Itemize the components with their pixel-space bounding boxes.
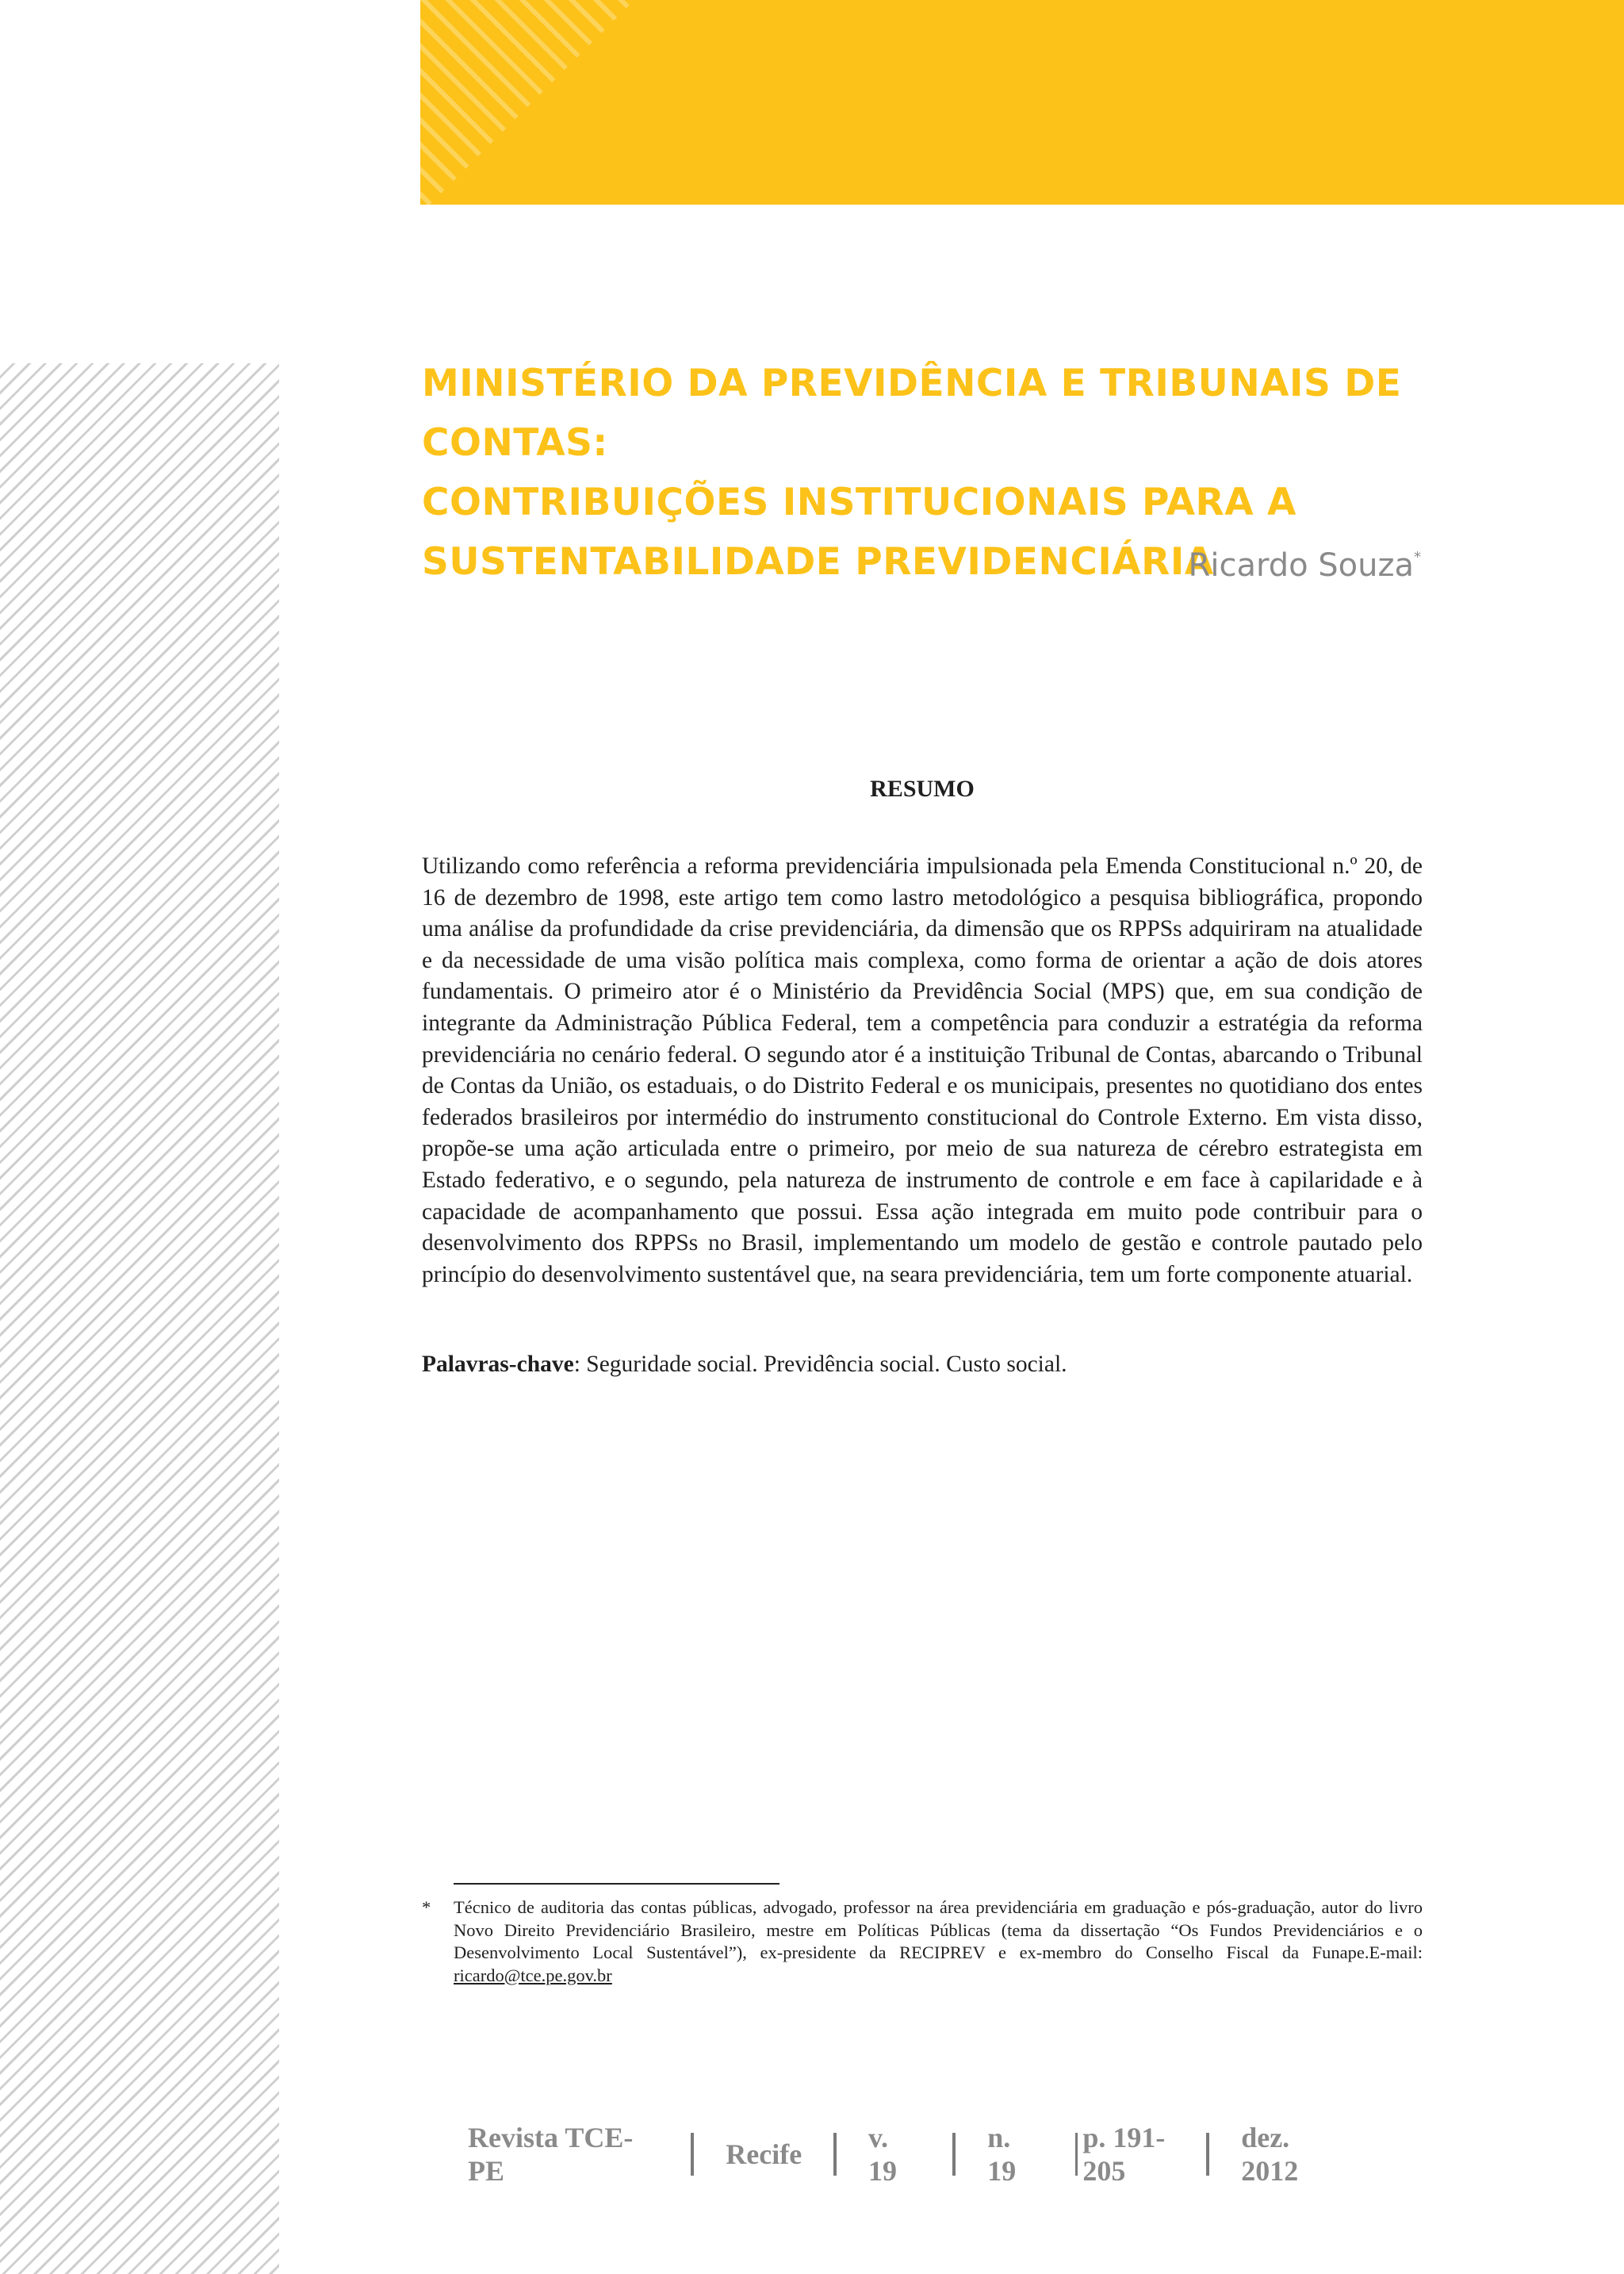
keywords-separator: : (573, 1352, 580, 1377)
footnote-divider (454, 1883, 779, 1885)
author-footnote-marker: * (1414, 549, 1421, 566)
keywords-label: Palavras-chave (422, 1352, 574, 1377)
author-email-link[interactable]: ricardo@tce.pe.gov.br (454, 1965, 612, 1985)
footnote-text: Técnico de auditoria das contas públicas, advogado, professor na área previdenciária em graduação e pós-graduação, autor do livro Novo Direito Previdenciário Brasileiro, mestre em Políticas Públicas (tema da dissertação “Os Fundos Previdenciários e o Desenvolvimento Local Sustentável”), ex-presidente da RECIPREV e ex-membro do Conselho Fiscal da Funape.E-mail: (454, 1897, 1423, 1962)
footer-pages: p. 191-205 (1082, 2122, 1166, 2187)
footnote (422, 1896, 1423, 1987)
keywords (422, 1348, 1423, 1380)
footer-journal: Revista TCE-PE (468, 2122, 634, 2187)
title-line: SUSTENTABILIDADE PREVIDENCIÁRIA (422, 540, 1214, 584)
title-line: MINISTÉRIO DA PREVIDÊNCIA E TRIBUNAIS DE CONTAS: (422, 362, 1402, 465)
top-banner (420, 0, 1624, 205)
footnote-body (454, 1896, 1423, 1987)
footer-date: dez. 2012 (1241, 2122, 1299, 2187)
abstract-heading: RESUMO (870, 776, 975, 802)
abstract-text: Utilizando como referência a reforma previdenciária impulsionada pela Emenda Constitucional n.º 20, de 16 de dezembro de 1998, este artigo tem como lastro metodológico a pesquisa bibliográfica, propondo uma análise da profundidade da crise previdenciária, da dimensão que os RPPSs adquiriram na atualidade e da necessidade de uma visão política mais complexa, como forma de orientar a ação de dois atores fundamentais. O primeiro ator é o Ministério da Previdência Social (MPS) que, em sua condição de integrante da Administração Pública Federal, tem a competência para conduzir a estratégia da reforma previdenciária no cenário federal. O segundo ator é a instituição Tribunal de Contas, abarcando o Tribunal de Contas da União, os estaduais, o do Distrito Federal e os municipais, presentes no quotidiano dos entes federados brasileiros por intermédio do instrumento constitucional do Controle Externo. Em vista disso, propõe-se uma ação articulada entre o primeiro, por meio de sua natureza de cérebro estrategista em Estado federativo, e o segundo, pela natureza de instrumento de controle e em face à capilaridade e à capacidade de acompanhamento que possui. Essa ação integrada em muito pode contribuir para o desenvolvimento dos RPPSs no Brasil, implementando um modelo de gestão e controle pautado pelo princípio do desenvolvimento sustentável que, na seara previdenciária, tem um forte componente atuarial. (422, 853, 1423, 1287)
footnote-marker: * (422, 1897, 431, 1917)
footer-city: Recife (726, 2138, 802, 2170)
keywords-list: Seguridade social. Previdência social. Custo social. (580, 1352, 1067, 1377)
banner-stripes-decoration (420, 0, 1624, 205)
side-hatch-decoration (0, 363, 279, 2274)
title-line: CONTRIBUIÇÕES INSTITUCIONAIS PARA A (422, 481, 1297, 524)
author-byline (1189, 547, 1421, 584)
footer-number: n. 19 (987, 2122, 1017, 2187)
footer-volume: v. 19 (868, 2122, 898, 2187)
author-name: Ricardo Souza (1188, 547, 1414, 584)
page-footer (468, 2122, 1380, 2187)
